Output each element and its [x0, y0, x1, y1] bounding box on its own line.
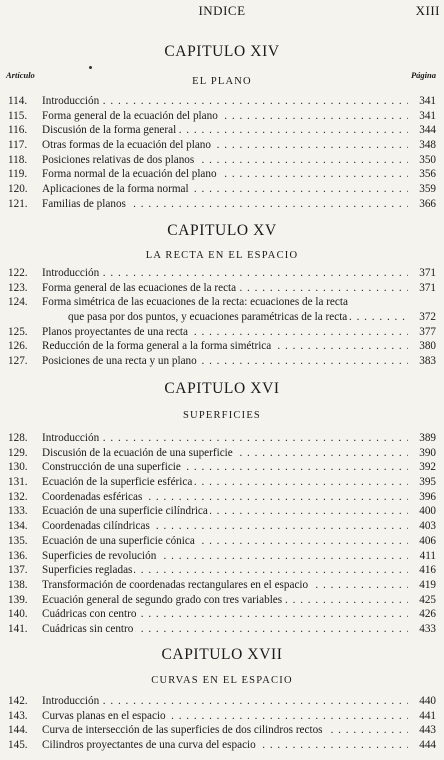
entry-text: Forma general de las ecuaciones de la recta — [42, 281, 237, 294]
article-number: 138. — [8, 578, 28, 591]
toc-entry — [0, 266, 444, 281]
entry-text: Cuádricas sin centro — [42, 622, 134, 635]
entry-page-number: 395 — [419, 476, 436, 489]
entry-page-number: 377 — [419, 325, 436, 338]
toc-entry — [0, 607, 444, 622]
entry-page-number: 366 — [419, 197, 436, 210]
entry-title — [42, 431, 408, 446]
entry-page-number: 341 — [419, 95, 436, 107]
article-number: 128. — [8, 432, 28, 444]
toc-entry — [0, 295, 444, 310]
entry-text: Familias de planos — [42, 197, 126, 210]
entry-title — [42, 446, 408, 461]
entry-page-number: 371 — [419, 267, 436, 279]
entry-page-number: 389 — [419, 432, 436, 444]
entry-text: Discusión de la forma general — [42, 124, 177, 137]
toc-entry — [0, 723, 444, 738]
entry-page-number: 372 — [419, 311, 436, 324]
entry-text: Posiciones de una recta y un plano — [42, 355, 197, 368]
article-number: 121. — [8, 197, 28, 210]
entry-text: que pasa por dos puntos, y ecuaciones paramétricas de la recta — [68, 311, 348, 324]
entry-text: Forma normal de la ecuación del plano — [42, 168, 217, 181]
entry-page-number: 348 — [419, 139, 436, 152]
article-number: 126. — [8, 340, 28, 353]
entry-text: Superficies regladas — [42, 564, 133, 577]
article-number: 115. — [8, 109, 28, 122]
entry-title — [42, 197, 408, 212]
entry-title — [42, 153, 408, 168]
entry-title — [42, 325, 408, 340]
chapter-title: CAPITULO XIV — [164, 43, 280, 60]
entry-page-number: 350 — [419, 153, 436, 166]
entry-title — [42, 504, 408, 519]
column-head-article: Artículo — [6, 70, 35, 80]
entry-page-number: 406 — [419, 534, 436, 547]
toc-entry — [0, 431, 444, 446]
toc-list — [0, 94, 444, 212]
entry-page-number: 400 — [419, 505, 436, 518]
entry-text: Coordenadas esféricas — [42, 490, 143, 503]
toc-list — [0, 266, 444, 369]
toc-entry — [0, 593, 444, 608]
article-number: 134. — [8, 520, 28, 533]
entry-text: Discusión de la ecuación de una superficie — [42, 446, 233, 459]
entry-title — [42, 266, 408, 281]
entry-title — [42, 138, 408, 153]
entry-text: Introducción — [42, 432, 100, 444]
entry-text: Transformación de coordenadas rectangulares en el espacio — [42, 578, 309, 591]
toc-entry — [0, 622, 444, 637]
toc-entry — [0, 94, 444, 109]
entry-page-number: 441 — [419, 709, 436, 722]
toc-entry — [0, 354, 444, 369]
entry-page-number: 403 — [419, 520, 436, 533]
chapter-title: CAPITULO XV — [167, 222, 277, 239]
entry-title — [42, 563, 408, 578]
entry-title — [42, 490, 408, 505]
toc-entry — [0, 339, 444, 354]
entry-text: Cilindros proyectantes de una curva del espacio — [42, 739, 256, 752]
entry-page-number: 444 — [419, 739, 436, 752]
toc-entry — [0, 153, 444, 168]
chapter-subtitle: CURVAS EN EL ESPACIO — [151, 675, 293, 686]
entry-text: Forma simétrica de las ecuaciones de la recta: ecuaciones de la recta — [42, 296, 348, 309]
column-head-page: Página — [410, 70, 436, 80]
article-number: 120. — [8, 183, 28, 196]
entry-page-number: 383 — [419, 355, 436, 368]
entry-page-number: 443 — [419, 724, 436, 737]
entry-title — [42, 475, 408, 490]
running-head — [0, 3, 444, 21]
entry-text: Reducción de la forma general a la forma simétrica — [42, 340, 272, 353]
toc-entry — [0, 709, 444, 724]
toc-entry — [0, 563, 444, 578]
entry-text: Construcción de una superficie — [42, 461, 181, 474]
entry-text: Superficies de revolución — [42, 549, 157, 562]
entry-title — [42, 534, 408, 549]
toc-entry — [0, 123, 444, 138]
entry-text: Cuádricas con centro — [42, 608, 137, 621]
article-number: 124. — [8, 296, 28, 309]
toc-entry — [0, 109, 444, 124]
article-number: 122. — [8, 267, 28, 279]
toc-entry — [0, 325, 444, 340]
entry-title — [42, 593, 408, 608]
article-number: 136. — [8, 549, 28, 562]
entry-page-number: 419 — [419, 578, 436, 591]
chapter-subtitle: SUPERFICIES — [183, 410, 261, 421]
article-number: 135. — [8, 534, 28, 547]
article-number: 133. — [8, 505, 28, 518]
toc-entry — [0, 460, 444, 475]
entry-page-number: 359 — [419, 183, 436, 196]
toc-entry — [0, 310, 444, 325]
article-number: 127. — [8, 355, 28, 368]
entry-text: Otras formas de la ecuación del plano — [42, 139, 211, 152]
entry-title — [42, 723, 408, 738]
entry-text: Planos proyectantes de una recta — [42, 325, 189, 338]
entry-title — [42, 94, 408, 109]
toc-entry — [0, 197, 444, 212]
toc-entry — [0, 578, 444, 593]
article-number: 141. — [8, 622, 28, 635]
entry-page-number: 426 — [419, 608, 436, 621]
article-number: 140. — [8, 608, 28, 621]
article-number: 125. — [8, 325, 28, 338]
entry-page-number: 416 — [419, 564, 436, 577]
entry-title — [68, 310, 408, 325]
toc-entry — [0, 694, 444, 709]
entry-text: Introducción — [42, 95, 100, 107]
entry-text: Ecuación de una superficie cónica — [42, 534, 195, 547]
entry-title — [42, 738, 408, 753]
entry-page-number: 371 — [419, 281, 436, 294]
entry-text: Ecuación general de segundo grado con tres variables — [42, 593, 283, 606]
article-number: 114. — [8, 95, 28, 107]
entry-text: Posiciones relativas de dos planos — [42, 153, 195, 166]
entry-title — [42, 295, 408, 310]
toc-entry — [0, 738, 444, 753]
page-number: XIII — [415, 3, 440, 18]
entry-title — [42, 109, 408, 124]
entry-title — [42, 123, 408, 138]
entry-page-number: 411 — [419, 549, 436, 562]
article-number: 137. — [8, 564, 28, 577]
chapter-title: CAPITULO XVII — [161, 646, 283, 663]
entry-title — [42, 519, 408, 534]
entry-page-number: 341 — [419, 109, 436, 122]
article-number: 144. — [8, 724, 28, 737]
page-title: INDICE — [198, 3, 246, 18]
chapter-subtitle: EL PLANO — [192, 76, 252, 87]
article-number: 131. — [8, 476, 28, 489]
entry-page-number: 356 — [419, 168, 436, 181]
article-number: 132. — [8, 490, 28, 503]
toc-entry — [0, 167, 444, 182]
entry-page-number: 396 — [419, 490, 436, 503]
entry-title — [42, 354, 408, 369]
entry-title — [42, 578, 408, 593]
chapter-title: CAPITULO XVI — [164, 380, 280, 397]
entry-text: Coordenadas cilíndricas — [42, 520, 150, 533]
toc-entry — [0, 182, 444, 197]
toc-entry — [0, 504, 444, 519]
entry-title — [42, 281, 408, 296]
entry-title — [42, 339, 408, 354]
entry-page-number: 344 — [419, 124, 436, 137]
entry-page-number: 425 — [419, 593, 436, 606]
entry-page-number: 380 — [419, 340, 436, 353]
entry-page-number: 440 — [419, 695, 436, 707]
entry-text: Introducción — [42, 267, 100, 279]
toc-entry — [0, 475, 444, 490]
article-number: 129. — [8, 446, 28, 459]
toc-list — [0, 694, 444, 753]
article-number: 145. — [8, 739, 28, 752]
toc-entry — [0, 446, 444, 461]
toc-entry — [0, 549, 444, 564]
article-number: 130. — [8, 461, 28, 474]
entry-title — [42, 622, 408, 637]
ink-speck — [89, 66, 92, 69]
toc-entry — [0, 281, 444, 296]
article-number: 118. — [8, 153, 28, 166]
entry-page-number: 392 — [419, 461, 436, 474]
entry-title — [42, 549, 408, 564]
entry-text: Aplicaciones de la forma normal — [42, 183, 189, 196]
toc-list — [0, 431, 444, 637]
entry-text: Introducción — [42, 695, 100, 707]
article-number: 119. — [8, 168, 28, 181]
entry-text: Curva de intersección de las superficies de dos cilindros rectos — [42, 724, 323, 737]
entry-title — [42, 709, 408, 724]
entry-text: Ecuación de la superficie esférica — [42, 476, 193, 489]
article-number: 139. — [8, 593, 28, 606]
entry-title — [42, 607, 408, 622]
article-number: 142. — [8, 695, 28, 707]
toc-entry — [0, 490, 444, 505]
toc-entry — [0, 138, 444, 153]
entry-page-number: 433 — [419, 622, 436, 635]
entry-title — [42, 182, 408, 197]
chapter-subtitle: LA RECTA EN EL ESPACIO — [145, 250, 299, 261]
entry-page-number: 390 — [419, 446, 436, 459]
article-number: 116. — [8, 124, 28, 137]
toc-entry — [0, 534, 444, 549]
entry-text: Forma general de la ecuación del plano — [42, 109, 218, 122]
entry-text: Ecuación de una superficie cilíndrica — [42, 505, 208, 518]
article-number: 143. — [8, 709, 28, 722]
entry-title — [42, 167, 408, 182]
toc-entry — [0, 519, 444, 534]
article-number: 117. — [8, 139, 28, 152]
entry-title — [42, 694, 408, 709]
entry-title — [42, 460, 408, 475]
article-number: 123. — [8, 281, 28, 294]
entry-text: Curvas planas en el espacio — [42, 709, 166, 722]
